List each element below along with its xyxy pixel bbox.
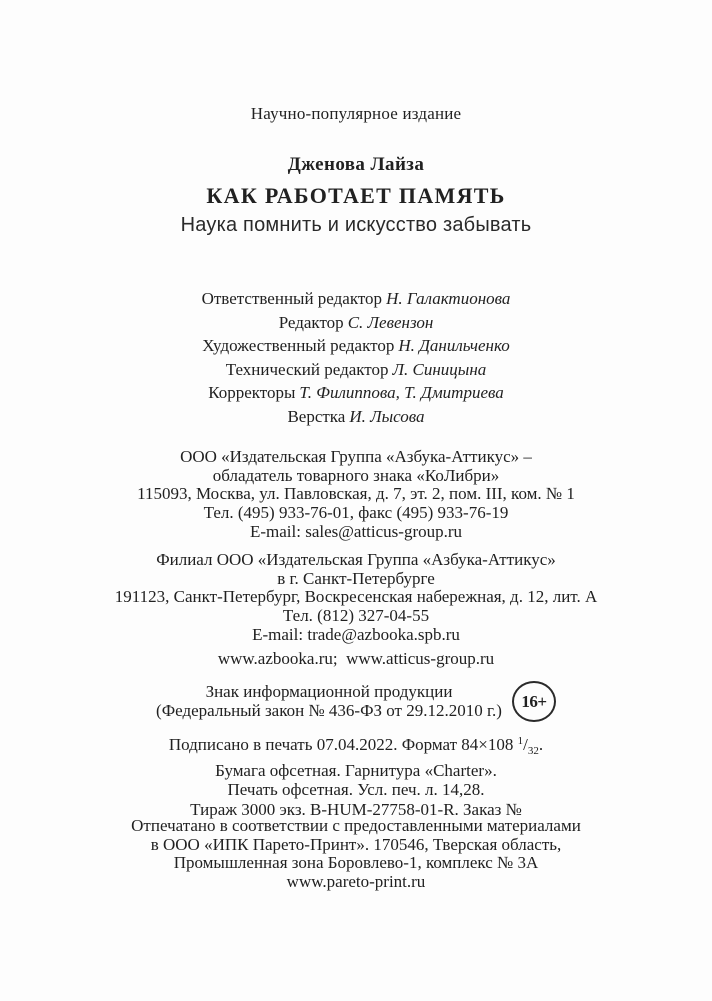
age-rating-badge: 16+ [512, 681, 556, 722]
imprint-line: Тираж 3000 экз. B-HUM-27758-01-R. Заказ № [190, 799, 522, 819]
printer-line: Промышленная зона Боровлево-1, комплекс № 3А [173, 853, 539, 873]
imprint-block [0, 732, 712, 819]
credit-name: Н. Данильченко [398, 336, 510, 355]
credit-line [0, 311, 712, 335]
printer-website: www.pareto-print.ru [286, 872, 426, 892]
credit-name: Т. Филиппова, Т. Дмитриева [299, 383, 504, 402]
edition-type: Научно-популярное издание [250, 104, 462, 123]
websites-line: www.azbooka.ru; www.atticus-group.ru [217, 649, 495, 668]
credit-line [0, 287, 712, 311]
imprint-format-line [0, 732, 712, 761]
credit-line [0, 358, 712, 382]
credits-block [0, 287, 712, 428]
credit-role: Художественный редактор [202, 336, 395, 355]
publisher-line: ООО «Издательская Группа «Азбука-Аттикус» – [180, 447, 532, 466]
book-subtitle: Наука помнить и искусство забывать [180, 214, 532, 236]
credit-line [0, 405, 712, 429]
imprint-line: Бумага офсетная. Гарнитура «Charter». [215, 761, 497, 781]
publisher-email: E-mail: sales@atticus-group.ru [249, 521, 463, 541]
printer-line: Отпечатано в соответствии с предоставленными материалами [131, 816, 581, 835]
branch-line: Филиал ООО «Издательская Группа «Азбука-Аттикус» [156, 550, 556, 569]
age-rating-notice-line: (Федеральный закон № 436-ФЗ от 29.12.2010 г.) [156, 700, 502, 720]
age-rating-group [0, 681, 712, 722]
credit-role: Редактор [278, 312, 344, 332]
branch-email: E-mail: trade@azbooka.spb.ru [252, 624, 460, 644]
credit-role: Ответственный редактор [201, 289, 383, 308]
publisher-line: 115093, Москва, ул. Павловская, д. 7, эт. 2, пом. III, ком. № 1 [137, 484, 575, 504]
credit-line [0, 381, 712, 405]
branch-block [0, 551, 712, 645]
imprint-format-prefix: Подписано в печать 07.04.2022. Формат 84×108 [168, 735, 518, 754]
format-fraction-denominator: 32 [527, 745, 539, 757]
age-rating-notice-line: Знак информационной продукции [205, 681, 453, 701]
publisher-line: Тел. (495) 933-76-01, факс (495) 933-76-19 [203, 503, 509, 523]
printer-block [0, 817, 712, 892]
book-title: КАК РАБОТАЕТ ПАМЯТЬ [206, 183, 506, 208]
credit-name: Н. Галактионова [386, 289, 511, 308]
credit-role: Корректоры [208, 383, 296, 402]
imprint-format-suffix: . [538, 735, 544, 754]
branch-line: в г. Санкт-Петербурге [277, 568, 435, 588]
credit-role: Верстка [287, 406, 346, 426]
credit-line [0, 334, 712, 358]
publisher-block [0, 448, 712, 542]
format-fraction-slash: / [523, 735, 528, 754]
book-author: Дженова Лайза [287, 154, 425, 175]
branch-line: Тел. (812) 327-04-55 [282, 606, 430, 626]
printer-line: в ООО «ИПК Парето-Принт». 170546, Тверская область, [150, 834, 562, 854]
credit-role: Технический редактор [225, 359, 389, 379]
branch-line: 191123, Санкт-Петербург, Воскресенская набережная, д. 12, лит. А [114, 587, 598, 607]
format-fraction-numerator: 1 [517, 735, 524, 747]
credit-name: Л. Синицына [392, 359, 487, 379]
credit-name: С. Левензон [347, 312, 434, 332]
credit-name: И. Лысова [349, 406, 425, 426]
age-rating-notice [156, 683, 502, 720]
publisher-line: обладатель товарного знака «КоЛибри» [212, 465, 500, 485]
imprint-line: Печать офсетная. Усл. печ. л. 14,28. [227, 780, 485, 800]
